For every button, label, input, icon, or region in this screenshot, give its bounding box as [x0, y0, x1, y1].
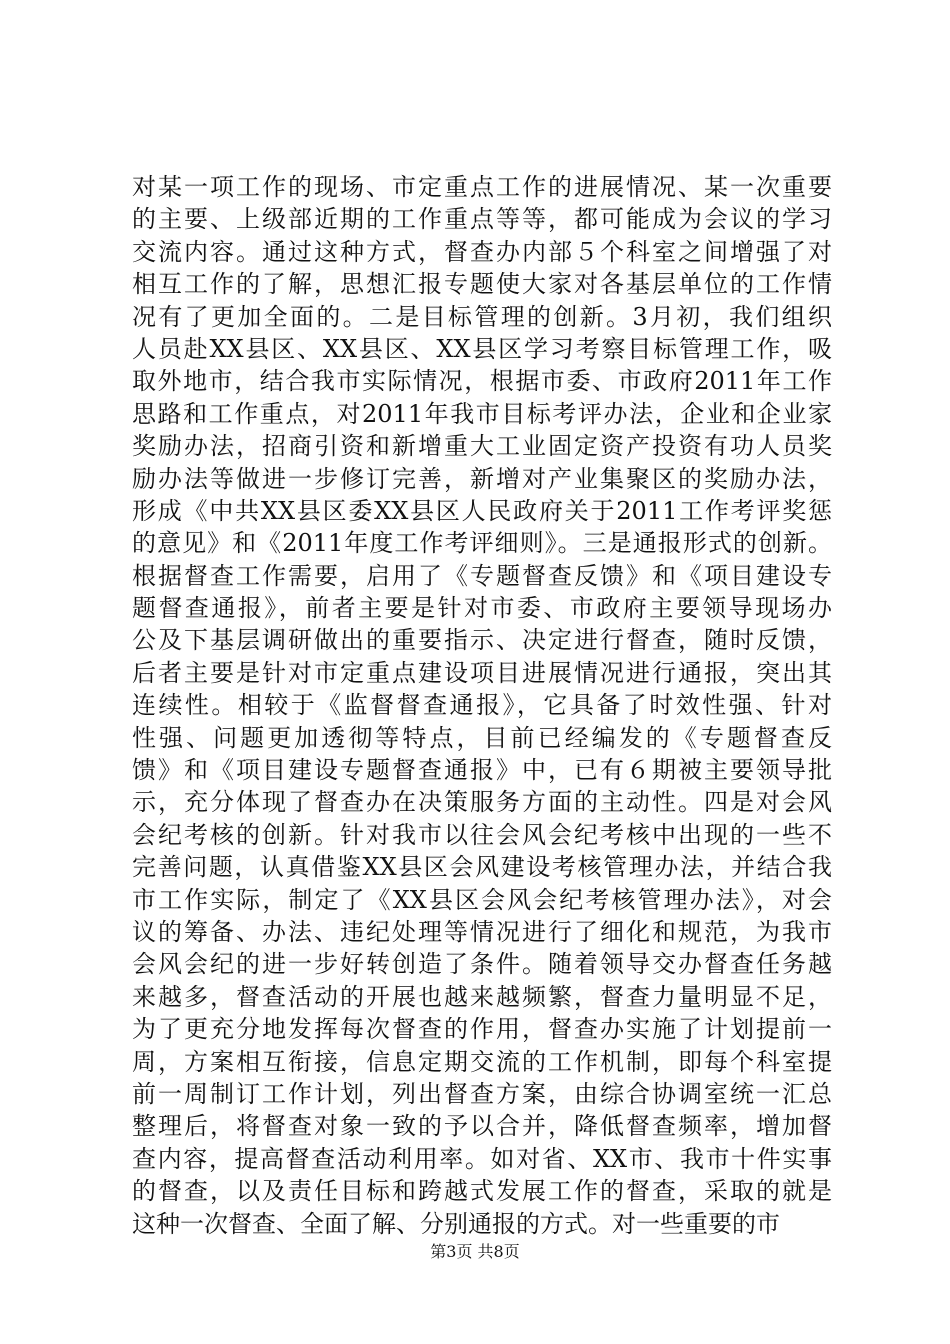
text-line: 对某一项工作的现场、市定重点工作的进展情况、某一次重要	[132, 173, 832, 201]
text-line: 思路和工作重点，对2011年我市目标考评办法，企业和企业家	[132, 399, 832, 428]
text-line: 题督查通报》，前者主要是针对市委、市政府主要领导现场办	[132, 594, 832, 623]
text-line: 完善问题，认真借鉴XX县区会风建设考核管理办法，并结合我	[132, 853, 832, 882]
page-number-label: 第3页 共8页	[430, 1242, 520, 1261]
text-line: 根据督查工作需要，启用了《专题督查反馈》和《项目建设专	[132, 561, 832, 590]
text-line: 奖励办法，招商引资和新增重大工业固定资产投资有功人员奖	[132, 432, 832, 461]
text-line: 为了更充分地发挥每次督查的作用，督查办实施了计划提前一	[132, 1015, 832, 1044]
text-line: 会纪考核的创新。针对我市以往会风会纪考核中出现的一些不	[132, 820, 832, 849]
text-line: 示，充分体现了督查办在决策服务方面的主动性。四是对会风	[132, 788, 832, 817]
text-line: 取外地市，结合我市实际情况，根据市委、市政府2011年工作	[132, 367, 832, 396]
text-line: 议的筹备、办法、违纪处理等情况进行了细化和规范，为我市	[132, 917, 832, 946]
text-line: 的主要、上级部近期的工作重点等等，都可能成为会议的学习	[132, 205, 832, 234]
text-line: 会风会纪的进一步好转创造了条件。随着领导交办督查任务越	[132, 950, 832, 979]
text-line: 形成《中共XX县区委XX县区人民政府关于2011工作考评奖惩	[132, 496, 832, 525]
text-line: 后者主要是针对市定重点建设项目进展情况进行通报，突出其	[132, 658, 832, 687]
text-line: 的意见》和《2011年度工作考评细则》。三是通报形式的创新。	[132, 529, 832, 558]
text-line: 周，方案相互衔接，信息定期交流的工作机制，即每个科室提	[132, 1047, 832, 1076]
text-line: 性强、问题更加透彻等特点，目前已经编发的《专题督查反	[132, 723, 832, 752]
text-line: 查内容，提高督查活动利用率。如对省、XX市、我市十件实事	[132, 1144, 832, 1173]
text-line: 前一周制订工作计划，列出督查方案，由综合协调室统一汇总	[132, 1079, 832, 1108]
text-line: 市工作实际，制定了《XX县区会风会纪考核管理办法》，对会	[132, 885, 832, 914]
text-line: 馈》和《项目建设专题督查通报》中，已有６期被主要领导批	[132, 756, 832, 785]
text-line: 交流内容。通过这种方式，督查办内部５个科室之间增强了对	[132, 237, 832, 266]
text-line: 公及下基层调研做出的重要指示、决定进行督查，随时反馈，	[132, 626, 832, 655]
text-line: 整理后，将督查对象一致的予以合并，降低督查频率，增加督	[132, 1112, 832, 1141]
text-line: 人员赴XX县区、XX县区、XX县区学习考察目标管理工作，吸	[132, 334, 832, 363]
page-footer	[0, 1241, 950, 1263]
text-line: 来越多，督查活动的开展也越来越频繁，督查力量明显不足，	[132, 982, 832, 1011]
text-line: 励办法等做进一步修订完善，新增对产业集聚区的奖励办法，	[132, 464, 832, 493]
text-line: 的督查，以及责任目标和跨越式发展工作的督查，采取的就是	[132, 1177, 832, 1206]
text-line: 相互工作的了解，思想汇报专题使大家对各基层单位的工作情	[132, 270, 832, 299]
text-line: 这种一次督查、全面了解、分别通报的方式。对一些重要的市	[132, 1209, 780, 1238]
text-line: 连续性。相较于《监督督查通报》，它具备了时效性强、针对	[132, 691, 832, 720]
document-body	[132, 171, 832, 1240]
text-line: 况有了更加全面的。二是目标管理的创新。3月初，我们组织	[132, 302, 832, 331]
